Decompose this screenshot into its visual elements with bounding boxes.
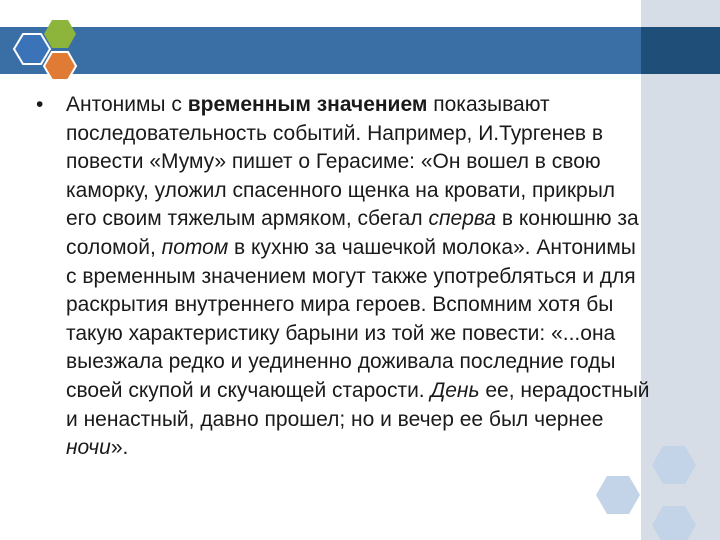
hexagon-logo-icon — [0, 0, 130, 100]
hexagon-blue — [14, 34, 50, 64]
paragraph — [66, 91, 656, 463]
run-closing: ». — [110, 436, 129, 460]
run-nochi: ночи — [66, 436, 111, 460]
title-banner-end — [641, 27, 720, 74]
hexagon-light-2 — [596, 476, 640, 514]
run-evening: ее, нерадостный и ненастный, давно прошел; но и вечер ее был чернее — [66, 378, 656, 431]
slide-body — [36, 91, 656, 463]
run-temporal-meaning: временным значением — [187, 93, 428, 116]
bullet-item — [36, 91, 656, 463]
hexagon-light-3 — [652, 506, 696, 540]
run-potom: потом — [161, 235, 229, 259]
run-example-intro: показывают последовательность событий. Например, И.Тургенев в повести «Муму» пишет о Герасиме: «Он вошел в свою каморку, уложил спасенного щенка на кровати, прикрыл его своим тяжелым армяком, сбегал — [66, 93, 621, 231]
hexagon-orange — [44, 52, 76, 80]
run-den: День — [430, 378, 480, 402]
run-kitchen: в кухню за чашечкой молока». Антонимы с временным значением могут также употребляться и для раскрытия внутреннего мира героев. Вспомним хотя бы такую характеристику барыни из той же повести: «...она выезжала редко и уединенно доживала последние годы своей скупой и скучающей старости. — [66, 235, 642, 402]
bullet-marker: • — [36, 93, 44, 116]
hexagon-light-1 — [652, 446, 696, 484]
run-stable: в конюшню за соломой, — [66, 207, 645, 259]
run-sperva: сперва — [428, 207, 497, 231]
hexagon-green — [44, 20, 76, 48]
run-antonyms-intro: Антонимы с — [66, 93, 188, 116]
